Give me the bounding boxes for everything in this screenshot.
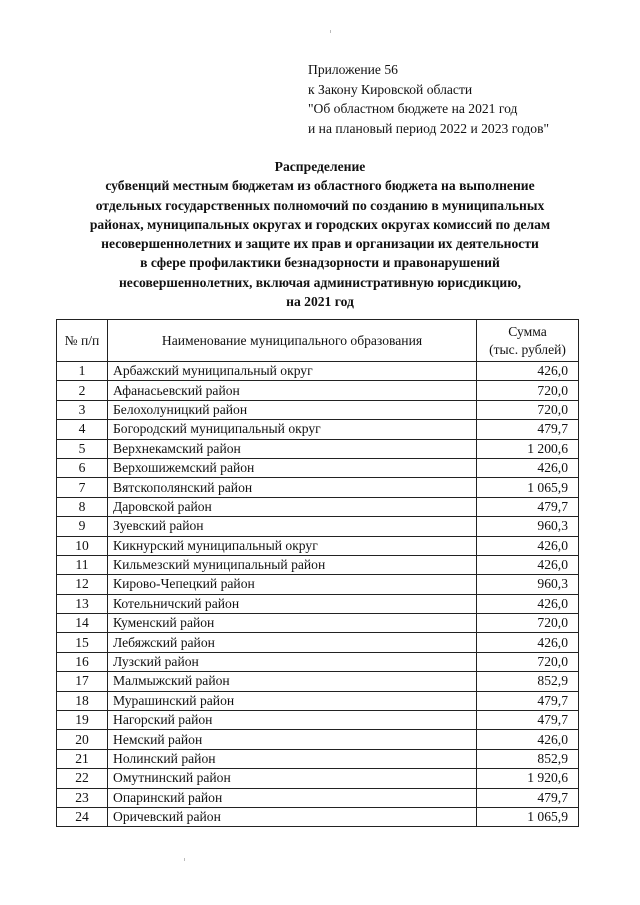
row-name: Арбажский муниципальный округ [108,362,477,381]
document-title [40,157,600,311]
row-name: Оричевский район [108,807,477,826]
table-row [57,555,579,574]
table-row [57,420,579,439]
row-name: Лебяжский район [108,633,477,652]
row-sum: 720,0 [477,400,579,419]
row-number: 8 [57,497,108,516]
row-number: 19 [57,711,108,730]
row-number: 1 [57,362,108,381]
row-sum: 479,7 [477,711,579,730]
title-line: районах, муниципальных округах и городских округах комиссий по делам [89,216,551,232]
row-name: Зуевский район [108,517,477,536]
row-number: 4 [57,420,108,439]
appendix-line: "Об областном бюджете на 2021 год [308,101,518,116]
row-number: 7 [57,478,108,497]
table-row [57,633,579,652]
title-line: в сфере профилактики безнадзорности и правонарушений [140,255,500,271]
scan-mark [330,30,331,33]
row-number: 18 [57,691,108,710]
title-line: отдельных государственных полномочий по созданию в муниципальных [95,197,545,213]
table-row [57,594,579,613]
row-sum: 1 065,9 [477,807,579,826]
table-row [57,517,579,536]
table-row [57,614,579,633]
table-row [57,362,579,381]
row-number: 16 [57,652,108,671]
appendix-line: и на плановый период 2022 и 2023 годов" [308,120,550,136]
title-line: несовершеннолетних и защите их прав и организации их деятельности [101,236,539,252]
scan-mark [184,858,185,861]
row-sum: 720,0 [477,381,579,400]
row-name: Афанасьевский район [108,381,477,400]
table-row [57,478,579,497]
row-name: Богородский муниципальный округ [108,420,477,439]
table-row [57,497,579,516]
row-name: Лузский район [108,652,477,671]
row-name: Верхнекамский район [108,439,477,458]
row-number: 13 [57,594,108,613]
row-number: 11 [57,555,108,574]
row-number: 9 [57,517,108,536]
row-number: 23 [57,788,108,807]
row-sum: 426,0 [477,555,579,574]
row-sum: 426,0 [477,458,579,477]
row-name: Вятскополянский район [108,478,477,497]
row-name: Кикнурский муниципальный округ [108,536,477,555]
row-sum: 852,9 [477,672,579,691]
row-number: 17 [57,672,108,691]
title-line: несовершеннолетних, включая административную юрисдикцию, [118,274,522,290]
row-number: 3 [57,400,108,419]
row-number: 10 [57,536,108,555]
row-sum: 720,0 [477,652,579,671]
appendix-line: к Закону Кировской области [308,81,473,97]
row-sum: 1 200,6 [477,439,579,458]
table-row [57,749,579,768]
row-sum: 1 920,6 [477,769,579,788]
appendix-reference [308,60,549,138]
row-sum: 479,7 [477,497,579,516]
header-name: Наименование муниципального образования [108,320,477,362]
row-name: Нагорский район [108,711,477,730]
table-row [57,807,579,826]
row-name: Котельничский район [108,594,477,613]
appendix-line: Приложение 56 [308,62,398,77]
row-name: Омутнинский район [108,769,477,788]
row-number: 12 [57,575,108,594]
row-name: Белохолуницкий район [108,400,477,419]
row-sum: 720,0 [477,614,579,633]
row-number: 20 [57,730,108,749]
table-header-row [57,320,579,362]
row-sum: 426,0 [477,633,579,652]
row-sum: 479,7 [477,420,579,439]
header-sum [477,320,579,362]
table-row [57,788,579,807]
table-row [57,652,579,671]
row-name: Даровской район [108,497,477,516]
header-number: № п/п [57,320,108,362]
row-name: Куменский район [108,614,477,633]
row-name: Кирово-Чепецкий район [108,575,477,594]
header-sum-line1: Сумма [508,323,547,339]
row-name: Кильмезский муниципальный район [108,555,477,574]
title-line: субвенций местным бюджетам из областного бюджета на выполнение [105,178,535,194]
row-sum: 960,3 [477,575,579,594]
title-line: Распределение [274,159,366,174]
table-row [57,536,579,555]
row-sum: 426,0 [477,362,579,381]
row-sum: 426,0 [477,730,579,749]
row-number: 2 [57,381,108,400]
row-sum: 426,0 [477,536,579,555]
allocation-table [56,319,579,827]
row-name: Нолинский район [108,749,477,768]
table-row [57,711,579,730]
table-row [57,575,579,594]
table-row [57,458,579,477]
row-number: 6 [57,458,108,477]
table-row [57,672,579,691]
row-sum: 479,7 [477,691,579,710]
row-sum: 1 065,9 [477,478,579,497]
table-row [57,691,579,710]
row-number: 22 [57,769,108,788]
row-sum: 852,9 [477,749,579,768]
row-name: Малмыжский район [108,672,477,691]
row-sum: 479,7 [477,788,579,807]
row-name: Опаринский район [108,788,477,807]
table-row [57,400,579,419]
row-number: 15 [57,633,108,652]
row-number: 14 [57,614,108,633]
row-name: Немский район [108,730,477,749]
row-sum: 960,3 [477,517,579,536]
row-number: 5 [57,439,108,458]
row-number: 21 [57,749,108,768]
table-body [57,362,579,827]
row-name: Верхошижемский район [108,458,477,477]
table-row [57,381,579,400]
table-row [57,439,579,458]
table-row [57,730,579,749]
row-name: Мурашинский район [108,691,477,710]
row-sum: 426,0 [477,594,579,613]
title-line: на 2021 год [286,294,354,310]
row-number: 24 [57,807,108,826]
table-row [57,769,579,788]
header-sum-line2: (тыс. рублей) [489,341,566,357]
